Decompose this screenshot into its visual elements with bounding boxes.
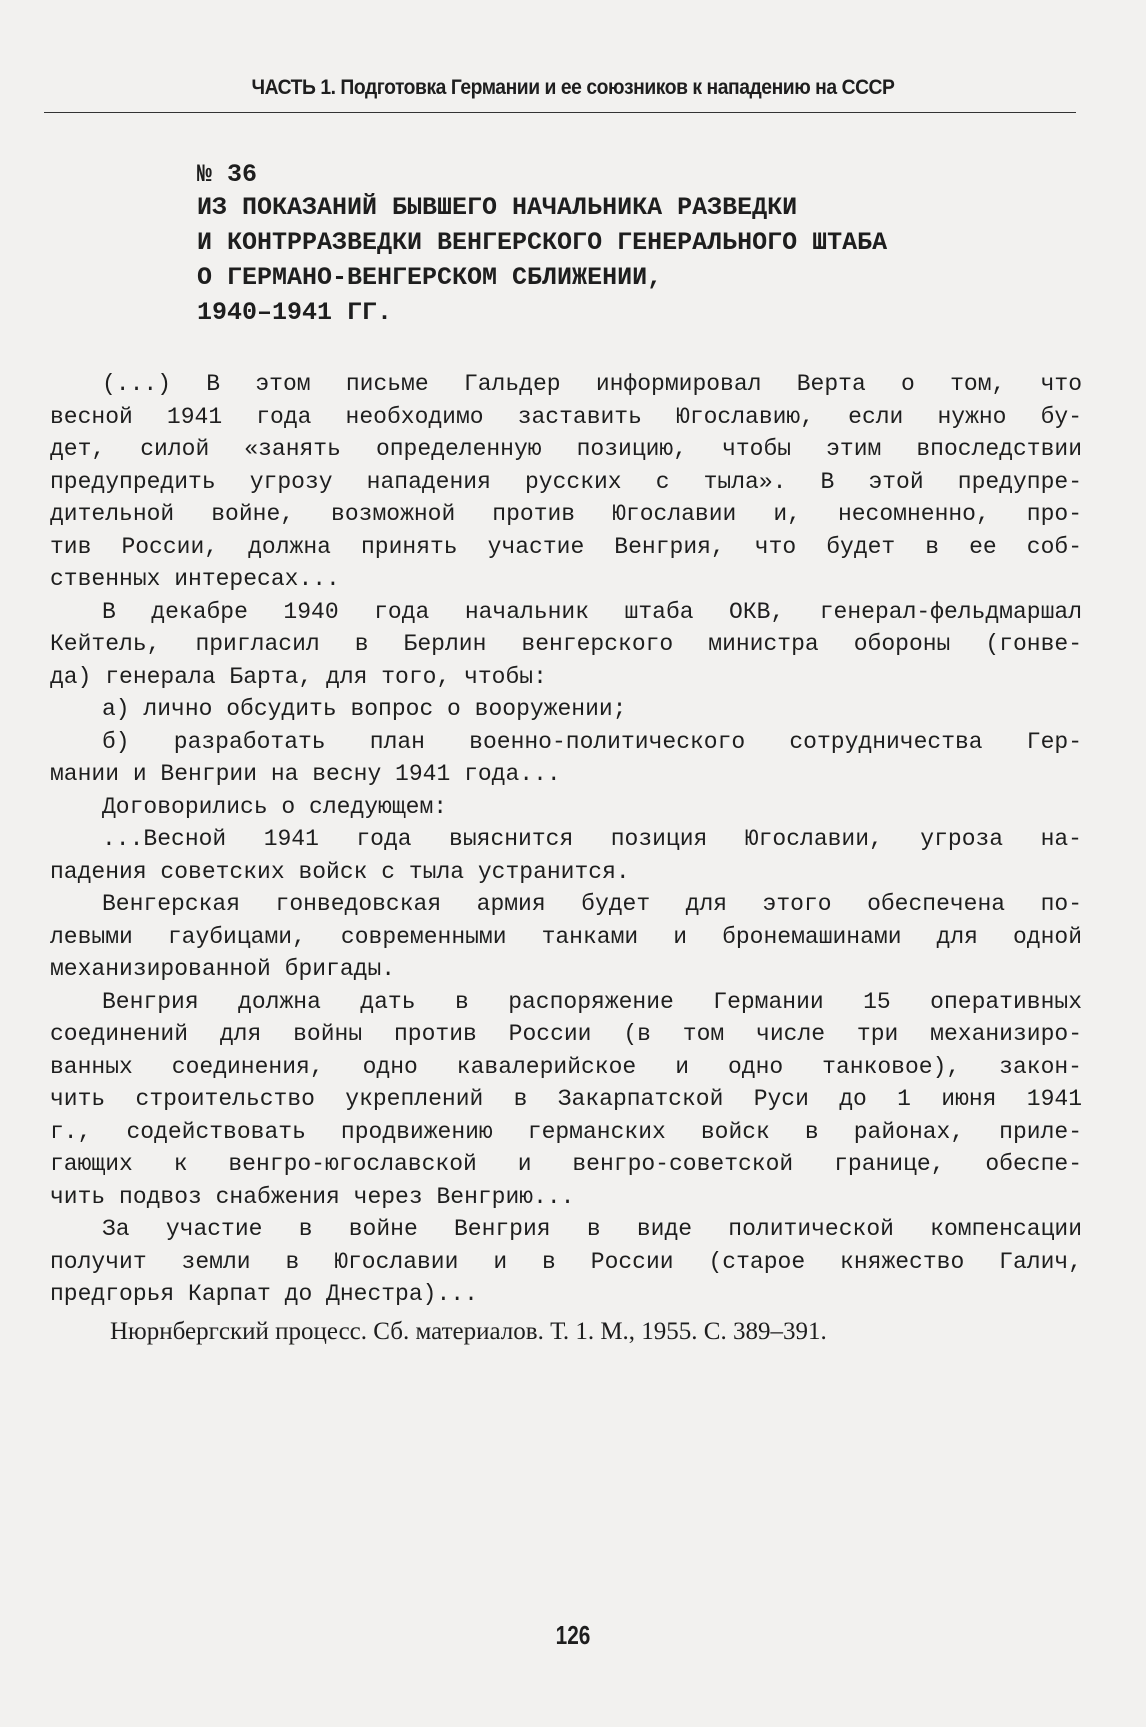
header-rule bbox=[44, 112, 1076, 113]
body-line: б) разработать план военно-политического сотрудничества Гер- bbox=[102, 728, 1082, 755]
body-line: Кейтель, пригласил в Берлин венгерского министра обороны (гонве- bbox=[50, 631, 1082, 657]
body-line: падения советских войск с тыла устранится. bbox=[50, 858, 630, 885]
body-line: получит земли в Югославии и в России (старое княжество Галич, bbox=[50, 1248, 1082, 1275]
title-line: 1940–1941 ГГ. bbox=[197, 298, 393, 327]
source-citation: Нюрнбергский процесс. Сб. материалов. Т. 1. М., 1955. С. 389–391. bbox=[110, 1318, 827, 1345]
document-title bbox=[197, 190, 1077, 330]
body-line: г., содействовать продвижению германских войск в районах, приле- bbox=[50, 1118, 1082, 1145]
title-line: О ГЕРМАНО-ВЕНГЕРСКОМ СБЛИЖЕНИИ, bbox=[197, 263, 663, 292]
body-line: весной 1941 года необходимо заставить Югославию, если нужно бу- bbox=[50, 403, 1082, 430]
body-line: чить подвоз снабжения через Венгрию... bbox=[50, 1183, 575, 1210]
running-title: ЧАСТЬ 1. Подготовка Германии и ее союзников к нападению на СССР bbox=[251, 76, 895, 99]
body-line: дительной войне, возможной против Югославии и, несомненно, про- bbox=[50, 501, 1082, 527]
body-line: Венгрия должна дать в распоряжение Германии 15 оперативных bbox=[102, 988, 1082, 1015]
body-line: предгорья Карпат до Днестра)... bbox=[50, 1281, 478, 1307]
document-body bbox=[50, 368, 1082, 1311]
body-line: да) генерала Барта, для того, чтобы: bbox=[50, 663, 547, 690]
body-line: мании и Венгрии на весну 1941 года... bbox=[50, 761, 561, 787]
body-line: ственных интересах... bbox=[50, 566, 340, 592]
body-line: предупредить угрозу нападения русских с тыла». В этой предупре- bbox=[50, 468, 1082, 495]
body-line: Венгерская гонведовская армия будет для этого обеспечена по- bbox=[102, 891, 1082, 917]
body-line: (...) В этом письме Гальдер информировал Верта о том, что bbox=[102, 371, 1082, 397]
body-line: левыми гаубицами, современными танками и бронемашинами для одной bbox=[50, 923, 1082, 950]
body-line: а) лично обсудить вопрос о вооружении; bbox=[102, 696, 627, 722]
page-number: 126 bbox=[555, 1620, 591, 1650]
title-line: ИЗ ПОКАЗАНИЙ БЫВШЕГО НАЧАЛЬНИКА РАЗВЕДКИ bbox=[197, 193, 798, 222]
body-line: гающих к венгро-югославской и венгро-советской границе, обеспе- bbox=[50, 1151, 1082, 1177]
body-line: соединений для войны против России (в том числе три механизиро- bbox=[50, 1021, 1082, 1047]
body-line: механизированной бригады. bbox=[50, 956, 396, 982]
body-line: ванных соединения, одно кавалерийское и одно танковое), закон- bbox=[50, 1053, 1082, 1080]
body-line: Договорились о следующем: bbox=[102, 793, 448, 820]
body-line: В декабре 1940 года начальник штаба ОКВ, генерал-фельдмаршал bbox=[102, 598, 1082, 625]
title-line: И КОНТРРАЗВЕДКИ ВЕНГЕРСКОГО ГЕНЕРАЛЬНОГО ШТАБА bbox=[197, 228, 888, 257]
body-line: ...Весной 1941 года выяснится позиция Югославии, угроза на- bbox=[102, 826, 1082, 852]
body-line: За участие в войне Венгрия в виде политической компенсации bbox=[102, 1216, 1082, 1242]
body-line: тив России, должна принять участие Венгрия, что будет в ее соб- bbox=[50, 533, 1082, 560]
body-line: дет, силой «занять определенную позицию, чтобы этим впоследствии bbox=[50, 436, 1082, 462]
body-line: чить строительство укреплений в Закарпатской Руси до 1 июня 1941 bbox=[50, 1086, 1082, 1112]
document-number: № 36 bbox=[197, 160, 258, 189]
